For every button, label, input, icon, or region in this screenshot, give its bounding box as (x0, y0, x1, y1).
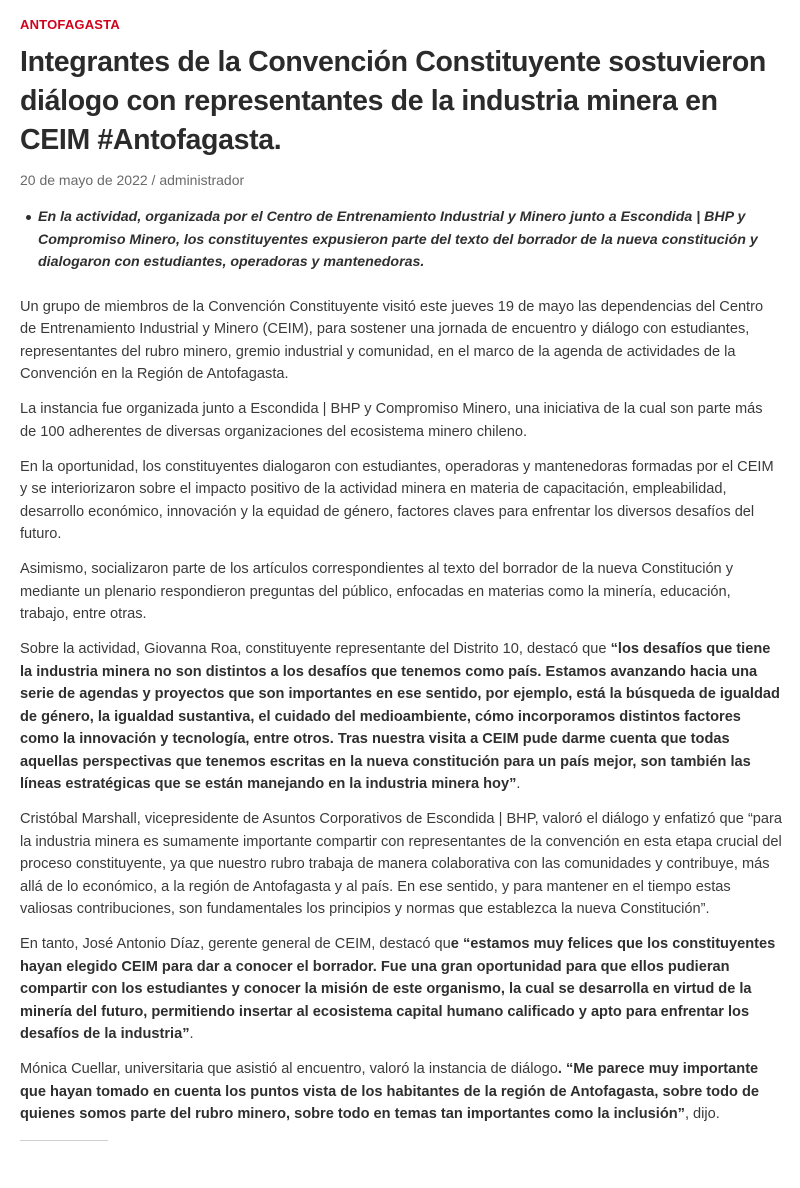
footer-divider (20, 1140, 108, 1141)
meta-separator: / (147, 172, 160, 188)
cuellar-quote: . “Me parece muy importante que hayan tomado en cuenta los puntos vista de los habitantes de la región de Antofagasta, sobre todo de quienes somos parte del rubro minero, sobre todo en temas tan importantes como la inclusión” (20, 1061, 759, 1122)
author-link[interactable]: administrador (159, 172, 245, 188)
paragraph-8 (20, 1058, 782, 1126)
paragraph-5-tail: . (516, 776, 521, 792)
post-date-link[interactable]: 20 de mayo de 2022 (20, 172, 148, 188)
paragraph-2: La instancia fue organizada junto a Escondida | BHP y Compromiso Minero, una iniciativa de la cual son parte más de 100 adherentes de diversas organizaciones del ecosistema minero chileno. (20, 401, 763, 440)
post-meta (20, 172, 782, 188)
paragraph-7-lead: En tanto, José Antonio Díaz, gerente general de CEIM, destacó qu (20, 936, 451, 952)
paragraph-8-tail: , dijo. (684, 1106, 720, 1122)
summary-item: En la actividad, organizada por el Centro de Entrenamiento Industrial y Minero junto a Escondida | BHP y Compromiso Minero, los constituyentes expusieron parte del texto del borrador de la nueva constitución y dialogaron con estudiantes, operadoras y mantenedoras. (38, 206, 782, 274)
paragraph-5 (20, 638, 782, 796)
summary-list (20, 206, 782, 274)
roa-quote: “los desafíos que tiene la industria minera no son distintos a los desafíos que tenemos como país. Estamos avanzando hacia una serie de agendas y proyectos que son importantes en ese sentido, por ejemplo, está la búsqueda de igualdad de género, la igualdad sustantiva, el cuidado del medioambiente, cómo incorporamos distintos factores como la innovación y tecnología, entre otros. Tras nuestra visita a CEIM pude darme cuenta que todas aquellas perspectivas que tenemos escritas en la nueva constitución para un país mejor, son también las líneas estratégicas que se están manejando en la industria minera hoy” (20, 641, 780, 792)
article-title: Integrantes de la Convención Constituyente sostuvieron diálogo con representantes de la industria minera en CEIM #Antofagasta. (20, 46, 766, 156)
category-link[interactable]: ANTOFAGASTA (20, 17, 120, 32)
paragraph-3: En la oportunidad, los constituyentes dialogaron con estudiantes, operadoras y mantenedoras formadas por el CEIM y se interiorizaron sobre el impacto positivo de la actividad minera en materia de capacitación, empleabilidad, desarrollo económico, innovación y la equidad de género, factores claves para enfrentar los diversos desafíos del futuro. (20, 458, 774, 542)
diaz-quote: e “estamos muy felices que los constituyentes hayan elegido CEIM para dar a conocer el borrador. Fue una gran oportunidad para que ellos pudieran compartir con los estudiantes y conocer la misión de este organismo, la cual se desarrolla en virtud de la minería del futuro, permitiendo insertar al ecosistema capital humano calificado y apto para enfrentar los desafíos de la industria” (20, 936, 776, 1042)
article-body (20, 296, 782, 1126)
paragraph-6: Cristóbal Marshall, vicepresidente de Asuntos Corporativos de Escondida | BHP, valoró el diálogo y enfatizó que “para la industria minera es sumamente importante compartir con representantes de la convención en esta etapa crucial del proceso constituyente, ya que nuestro rubro trabaja de manera colaborativa con las comunidades y contribuye, más allá de lo económico, a la región de Antofagasta y al país. En ese sentido, y para mantener en el tiempo estas valiosas contribuciones, son fundamentales los principios y normas que establezca la nueva Constitución”. (20, 811, 783, 917)
paragraph-8-lead: Mónica Cuellar, universitaria que asistió al encuentro, valoró la instancia de diálogo (20, 1061, 558, 1077)
paragraph-1: Un grupo de miembros de la Convención Constituyente visitó este jueves 19 de mayo las dependencias del Centro de Entrenamiento Industrial y Minero (CEIM), para sostener una jornada de encuentro y diálogo con estudiantes, representantes del rubro minero, gremio industrial y comunidad, en el marco de la agenda de actividades de la Convención en la Región de Antofagasta. (20, 298, 764, 382)
paragraph-5-lead: Sobre la actividad, Giovanna Roa, constituyente representante del Distrito 10, destacó que (20, 641, 611, 657)
paragraph-7-tail: . (189, 1026, 194, 1042)
paragraph-4: Asimismo, socializaron parte de los artículos correspondientes al texto del borrador de la nueva Constitución y mediante un plenario respondieron preguntas del público, enfocadas en materias como la minería, educación, trabajo, entre otras. (20, 561, 734, 622)
paragraph-7 (20, 933, 782, 1046)
